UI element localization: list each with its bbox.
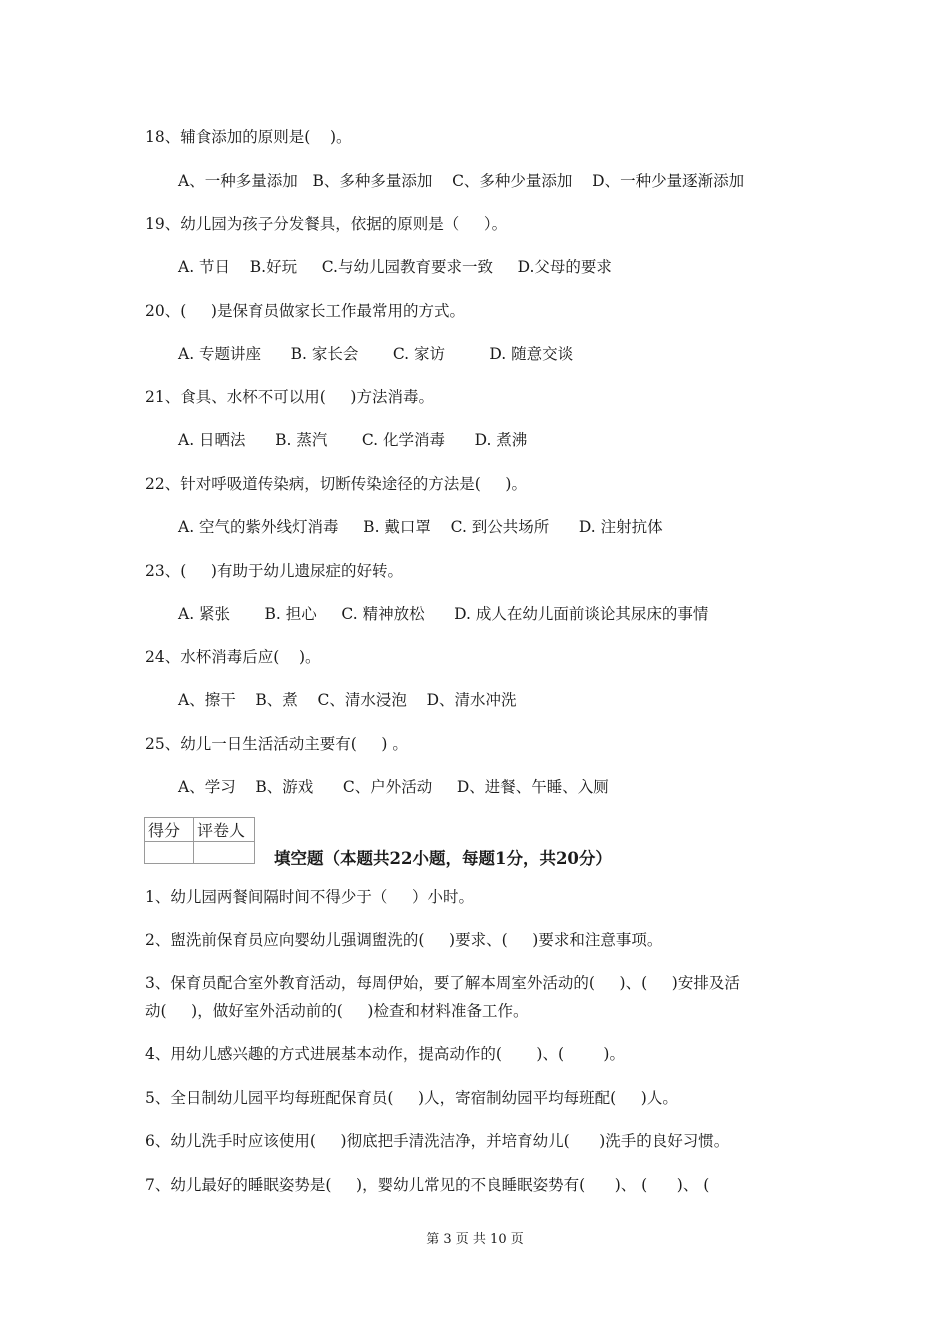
fill-item-3-cont: 动( )，做好室外活动前的( )检查和材料准备工作。: [145, 1002, 529, 1020]
section-title: 填空题（本题共22小题，每题1分，共20分）: [274, 849, 612, 868]
fill-item-6: 6、幼儿洗手时应该使用( )彻底把手清洗洁净，并培育幼儿( )洗手的良好习惯。: [145, 1132, 730, 1150]
fill-item-7: 7、幼儿最好的睡眠姿势是( )，婴幼儿常见的不良睡眠姿势有( )、 ( )、 (: [145, 1176, 710, 1194]
question-22-options: A. 空气的紫外线灯消毒 B. 戴口罩 C. 到公共场所 D. 注射抗体: [178, 518, 663, 536]
question-18-text: 18、辅食添加的原则是( )。: [145, 128, 352, 146]
question-24-text: 24、水杯消毒后应( )。: [145, 648, 321, 666]
question-19-text: 19、幼儿园为孩子分发餐具，依据的原则是（ ）。: [145, 215, 508, 233]
question-20-text: 20、( )是保育员做家长工作最常用的方式。: [145, 302, 465, 320]
question-21-options: A. 日晒法 B. 蒸汽 C. 化学消毒 D. 煮沸: [178, 431, 528, 449]
fill-item-1: 1、幼儿园两餐间隔时间不得少于（ ）小时。: [145, 888, 474, 906]
question-25-text: 25、幼儿一日生活活动主要有( ) 。: [145, 735, 408, 753]
fill-item-4: 4、用幼儿感兴趣的方式进展基本动作，提高动作的( )、( )。: [145, 1045, 625, 1063]
question-24-options: A、擦干 B、煮 C、清水浸泡 D、清水冲洗: [178, 691, 517, 709]
score-cell: [145, 842, 194, 864]
page-footer: 第 3 页 共 10 页: [426, 1232, 524, 1247]
grader-cell: [194, 842, 255, 864]
score-box: [144, 817, 255, 864]
question-21-text: 21、食具、水杯不可以用( )方法消毒。: [145, 388, 434, 406]
fill-item-2: 2、盥洗前保育员应向婴幼儿强调盥洗的( )要求、( )要求和注意事项。: [145, 931, 663, 949]
fill-item-3: 3、保育员配合室外教育活动，每周伊始，要了解本周室外活动的( )、( )安排及活: [145, 974, 740, 992]
question-23-text: 23、( )有助于幼儿遗尿症的好转。: [145, 562, 403, 580]
question-19-options: A. 节日 B.好玩 C.与幼儿园教育要求一致 D.父母的要求: [178, 258, 612, 276]
grader-label: 评卷人: [194, 818, 255, 842]
score-label: 得分: [145, 818, 194, 842]
question-20-options: A. 专题讲座 B. 家长会 C. 家访 D. 随意交谈: [178, 345, 574, 363]
question-22-text: 22、针对呼吸道传染病，切断传染途径的方法是( )。: [145, 475, 527, 493]
question-25-options: A、学习 B、游戏 C、户外活动 D、进餐、午睡、入厕: [178, 778, 609, 796]
fill-item-5: 5、全日制幼儿园平均每班配保育员( )人，寄宿制幼园平均每班配( )人。: [145, 1089, 678, 1107]
question-18-options: A、一种多量添加 B、多种多量添加 C、多种少量添加 D、一种少量逐渐添加: [178, 172, 745, 190]
question-23-options: A. 紧张 B. 担心 C. 精神放松 D. 成人在幼儿面前谈论其尿床的事情: [178, 605, 709, 623]
